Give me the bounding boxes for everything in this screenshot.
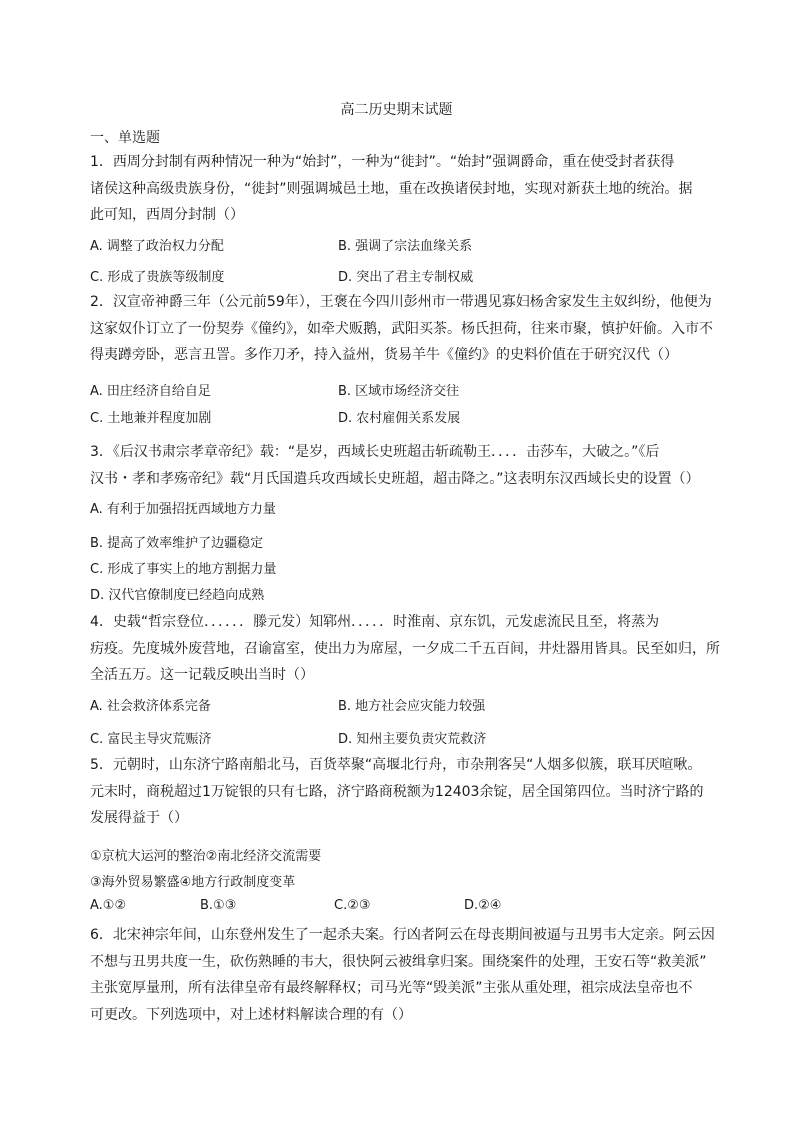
q4-line-2: 疠疫。先度城外废营地，召谕富室，使出力为席屋，一夕成二千五百间，井灶器用皆具。民至如归，所	[90, 641, 720, 657]
exam-title: 高二历史期末试题	[340, 102, 453, 118]
q5-item-line-2: ③海外贸易繁盛④地方行政制度变革	[90, 875, 296, 890]
q6-line-3: 主张宽厚量刑，所有法律皇帝有最终解释权；司马光等“毁美派”主张从重处理，祖宗成法皇帝也不	[90, 980, 693, 996]
q1-option-b: B. 强调了宗法血缘关系	[338, 239, 473, 254]
q3-option-b: B. 提高了效率维护了边疆稳定	[90, 536, 264, 551]
q1-option-a: A. 调整了政治权力分配	[90, 239, 224, 254]
q2-line-3: 得夷蹲旁卧，恶言丑詈。多作刀矛，持入益州，货易羊牛《僮约》的史料价值在于研究汉代（）	[90, 347, 678, 363]
q2-option-d: D. 农村雇佣关系发展	[338, 411, 461, 426]
q1-line-2: 诸侯这种高级贵族身份，“徙封”则强调城邑土地，重在改换诸侯封地，实现对新获土地的统治。据	[90, 181, 693, 197]
q6-line-1: 6．北宋神宗年间，山东登州发生了一起杀夫案。行凶者阿云在母丧期间被逼与丑男韦大定亲。阿云因	[90, 927, 715, 943]
q4-option-c: C. 富民主导灾荒赈济	[90, 732, 212, 747]
q3-line-1: 3．《后汉书肃宗孝章帝纪》载：“是岁，西域长史班超击斩疏勒王．．．．击莎车，大破之。”《后	[90, 444, 660, 460]
q2-option-c: C. 土地兼并程度加剧	[90, 411, 212, 426]
q4-option-a: A. 社会救济体系完备	[90, 699, 211, 714]
q1-option-d: D. 突出了君主专制权威	[338, 270, 474, 285]
q5-line-3: 发展得益于（）	[90, 810, 188, 826]
q2-line-1: 2．汉宣帝神爵三年（公元前59年），王褒在今四川彭州市一带遇见寡妇杨舍家发生主奴纠纷，他便为	[90, 294, 712, 310]
q2-option-a: A. 田庄经济自给自足	[90, 384, 211, 399]
q4-line-3: 全活五万。这一记载反映出当时（）	[90, 667, 314, 683]
q1-line-1: 1．西周分封制有两种情况一种为“始封”，一种为“徙封”。“始封”强调爵命，重在使受封者获得	[90, 154, 675, 170]
q3-option-c: C. 形成了事实上的地方割据力量	[90, 562, 277, 577]
q5-line-1: 5．元朝时，山东济宁路南船北马，百货萃聚“高堰北行舟，市杂荆客吴“人烟多似簇，联耳厌喧啾。	[90, 757, 702, 773]
q5-option-c: C.②③	[334, 898, 371, 913]
q5-line-2: 元末时，商税超过1万锭银的只有七路，济宁路商税额为12403余锭，居全国第四位。当时济宁路的	[90, 784, 704, 800]
q6-line-4: 可更改。下列选项中，对上述材料解读合理的有（）	[90, 1007, 412, 1023]
q4-line-1: 4．史载“哲宗登位．．．．．．滕元发）知郓州．．．．．时淮南、京东饥，元发虑流民且至，将蒸为	[90, 614, 660, 630]
section-heading: 一、单选题	[90, 130, 160, 146]
q4-option-d: D. 知州主要负责灾荒救济	[338, 732, 487, 747]
q5-option-b: B.①③	[200, 898, 237, 913]
q3-option-a: A. 有利于加强招抚西域地方力量	[90, 502, 276, 517]
q5-option-d: D.②④	[464, 898, 502, 913]
q1-line-3: 此可知，西周分封制（）	[90, 207, 244, 223]
q2-option-b: B. 区域市场经济交往	[338, 384, 460, 399]
q5-option-a: A.①②	[90, 898, 127, 913]
q3-option-d: D. 汉代官僚制度已经趋向成熟	[90, 588, 265, 603]
q3-line-2: 汉书・孝和孝殇帝纪》载“月氏国遣兵攻西域长史班超，超击降之。”这表明东汉西域长史的设置（）	[90, 471, 700, 487]
q1-option-c: C. 形成了贵族等级制度	[90, 270, 225, 285]
q4-option-b: B. 地方社会应灾能力较强	[338, 699, 486, 714]
q5-item-line-1: ①京杭大运河的整治②南北经济交流需要	[90, 849, 322, 864]
q2-line-2: 这家奴仆订立了一份契券《僮约》，如牵犬贩鹅，武阳买茶。杨氏担荷，往来市聚，慎护奸偷。入市不	[90, 321, 713, 337]
q6-line-2: 不想与丑男共度一生，砍伤熟睡的韦大，很快阿云被缉拿归案。围绕案件的处理，王安石等“救美派”	[90, 954, 707, 970]
